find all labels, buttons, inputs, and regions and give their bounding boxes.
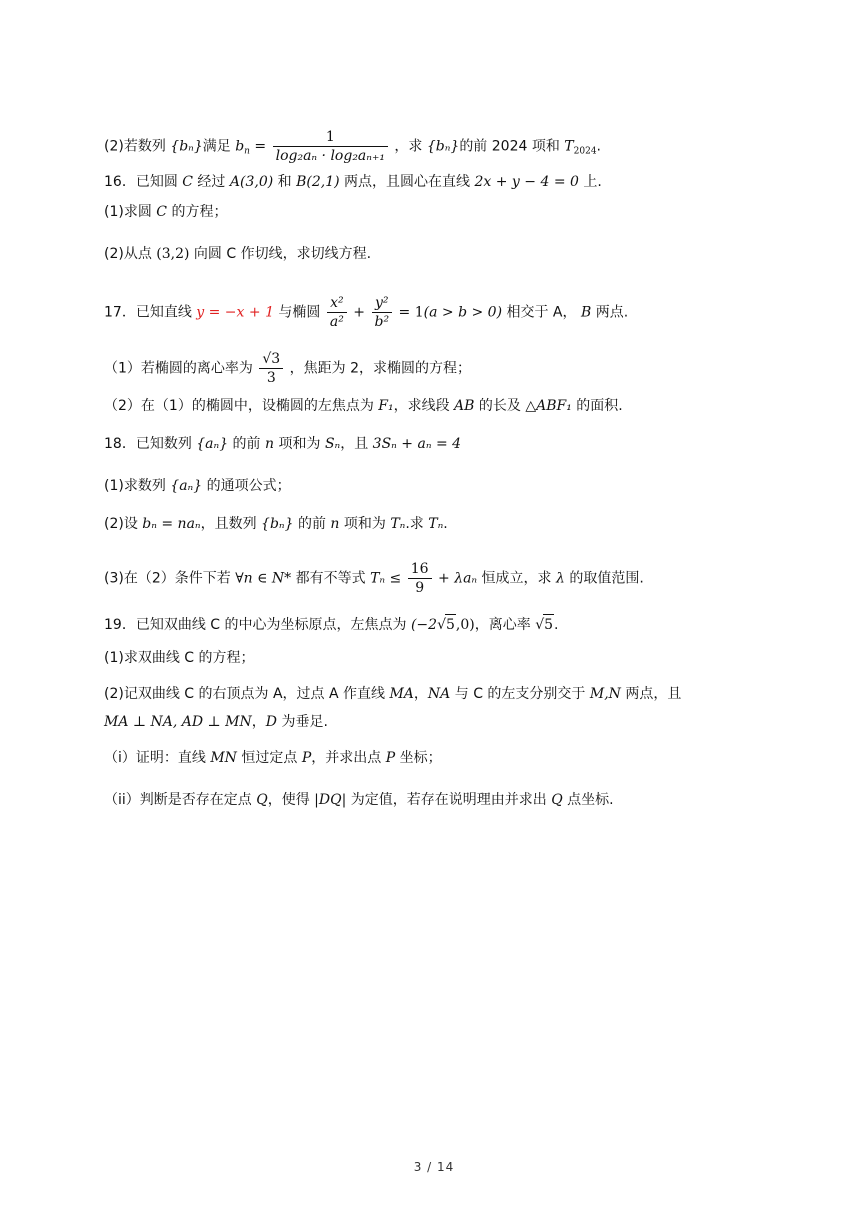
text: ，使得: [267, 792, 315, 808]
text: 恒过定点: [236, 750, 302, 766]
sqrt-symbol: √: [437, 617, 446, 633]
math-eccentricity: 5: [543, 614, 554, 635]
math-sub: n: [244, 146, 250, 157]
math-eq: = 1: [394, 304, 424, 321]
math-Sn: Sₙ: [324, 436, 341, 452]
text: 项和为: [274, 436, 325, 452]
text: .求: [405, 516, 429, 532]
math-B: B: [580, 304, 592, 321]
fraction-numerator: 1: [273, 128, 388, 147]
math-plus: +: [348, 304, 370, 321]
text: ，并求出点: [311, 750, 386, 766]
math-AB: AB: [454, 398, 475, 414]
text: 经过: [192, 174, 230, 190]
problem-16-q1: [104, 202, 227, 222]
math-sqrt-radicand: 5: [445, 614, 456, 635]
math-relation: 3Sₙ + aₙ = 4: [372, 436, 462, 452]
text: 坐标；: [395, 750, 442, 766]
math-P: P: [385, 750, 396, 766]
problem-19-q2: [104, 684, 681, 704]
fraction-numerator: √3: [259, 350, 283, 369]
sqrt-symbol: √: [535, 617, 545, 633]
text: 19．已知双曲线 C 的中心为坐标原点，左焦点为: [104, 617, 411, 633]
math-Q: Q: [551, 792, 563, 808]
problem-18-q2: [104, 514, 448, 534]
text: 两点，且圆心在直线: [339, 174, 475, 190]
math-triangle: △ABF₁: [525, 398, 572, 414]
math-Tn: Tₙ: [390, 516, 406, 532]
text: ，求: [394, 138, 427, 155]
problem-18-q1: [104, 476, 291, 496]
text: ，且: [340, 436, 373, 452]
text: 上.: [578, 174, 602, 190]
fraction-numerator: y²: [372, 294, 393, 313]
text: (3)在（2）条件下若: [104, 570, 236, 587]
problem-19-stem: [104, 614, 558, 635]
problem-19-q2-cont: [104, 712, 328, 732]
text: (2)从点: [104, 246, 157, 262]
text: 点坐标.: [562, 792, 614, 808]
problem-19-q1: [104, 648, 255, 668]
fraction-denominator: b²: [374, 314, 390, 330]
text: 相交于 A，: [506, 304, 581, 321]
text: 和: [273, 174, 297, 190]
text: 都有不等式: [291, 570, 371, 587]
problem-19-qi: [104, 748, 442, 768]
problem-18-stem: [104, 434, 461, 454]
math-D: D: [265, 714, 277, 730]
text: 项和为: [339, 516, 391, 532]
problem-17-q1: [104, 350, 471, 387]
math-condition: MA ⊥ NA, AD ⊥ MN: [104, 714, 252, 730]
math-bn-def: bₙ = naₙ: [142, 516, 201, 532]
fraction-denominator: 3: [266, 370, 276, 386]
text: .: [596, 138, 601, 155]
math-bn-set: {bₙ}: [426, 138, 460, 155]
math-an: {aₙ}: [196, 436, 229, 452]
text: 向圆 C 作切线，求切线方程.: [189, 246, 372, 262]
math-MN: MN: [210, 750, 237, 766]
math-n: n: [265, 436, 275, 452]
math-C: C: [182, 174, 193, 190]
text: ，: [251, 714, 266, 730]
fraction-denominator: a²: [329, 314, 344, 330]
text: (1)求圆: [104, 204, 157, 220]
text: （ii）判断是否存在定点: [104, 792, 257, 808]
math-Tn: Tₙ: [428, 516, 444, 532]
math-focus-left: (−2: [410, 617, 438, 633]
text: 的前 2024 项和: [459, 138, 565, 155]
text: 恒成立，求: [477, 570, 557, 587]
text: (1)求数列: [104, 478, 171, 494]
text: 满足: [202, 138, 236, 155]
fraction-16-9: [408, 560, 432, 597]
text: 两点，且: [620, 686, 682, 702]
text: (2)若数列: [104, 138, 171, 155]
math-ineq-lhs: Tₙ ≤: [370, 570, 406, 587]
math-MN: M,N: [589, 686, 621, 702]
problem-15-part-2: [104, 128, 601, 165]
math-lambda: λ: [556, 570, 565, 587]
text: ，: [413, 686, 428, 702]
math-bn: {bₙ}: [261, 516, 294, 532]
fraction-y2-b2: [372, 294, 393, 331]
math-forall: ∀n ∈ N*: [235, 570, 292, 587]
text: （i）证明：直线: [104, 750, 211, 766]
math-bn-set: {bₙ}: [170, 138, 203, 155]
math-n: n: [330, 516, 340, 532]
math-line: 2x + y − 4 = 0: [474, 174, 579, 190]
math-an: {aₙ}: [170, 478, 203, 494]
math-bn: b: [235, 138, 245, 155]
fraction-denominator: 9: [415, 580, 425, 596]
math-C: C: [156, 204, 167, 220]
text: 与椭圆: [273, 304, 325, 321]
math-point-B: B(2,1): [296, 174, 340, 190]
math-T: T: [564, 138, 574, 155]
text: 的取值范围.: [564, 570, 644, 587]
text: （2）在（1）的椭圆中，设椭圆的左焦点为: [104, 398, 379, 414]
text: 为垂足.: [277, 714, 328, 730]
problem-16-q2: [104, 244, 371, 264]
text: 的面积.: [571, 398, 623, 414]
fraction-x2-a2: [327, 294, 347, 331]
text: 的前: [293, 516, 331, 532]
text: 为定值，若存在说明理由并求出: [346, 792, 552, 808]
math-sub: 2024: [573, 146, 597, 157]
text: 18．已知数列: [104, 436, 197, 452]
math-eq: =: [249, 138, 271, 155]
text: 与 C 的左支分别交于: [450, 686, 590, 702]
text: ，且数列: [200, 516, 262, 532]
math-condition: (a > b > 0): [423, 304, 503, 321]
problem-18-q3: [104, 560, 644, 597]
text: 的前: [228, 436, 266, 452]
text: 17．已知直线: [104, 304, 197, 321]
math-line: y = −x + 1: [196, 304, 274, 321]
math-MA: MA: [389, 686, 414, 702]
math-focus-right: ,0): [455, 617, 475, 633]
fraction-bn: [273, 128, 388, 165]
problem-16-stem: [104, 172, 602, 192]
text: (2)设: [104, 516, 143, 532]
math-F1: F₁: [378, 398, 394, 414]
math-point-A: A(3,0): [229, 174, 274, 190]
fraction-denominator: log₂aₙ · log₂aₙ₊₁: [275, 148, 385, 164]
text: 的方程；: [167, 204, 228, 220]
fraction-numerator: 16: [408, 560, 432, 579]
text: (1)求双曲线 C 的方程；: [104, 650, 255, 666]
text: ，焦距为 2，求椭圆的方程；: [289, 360, 471, 377]
text: ，求线段: [393, 398, 455, 414]
math-NA: NA: [427, 686, 451, 702]
problem-17-stem: [104, 294, 628, 331]
fraction-eccentricity: [259, 350, 283, 387]
math-Q: Q: [256, 792, 268, 808]
problem-19-qii: [104, 790, 614, 810]
text: 的通项公式；: [202, 478, 291, 494]
math-DQ: |DQ|: [314, 792, 347, 808]
text: （1）若椭圆的离心率为: [104, 360, 258, 377]
fraction-numerator: x²: [327, 294, 347, 313]
text: 的长及: [474, 398, 526, 414]
problem-17-q2: [104, 396, 623, 416]
page-number: 3 / 14: [413, 1160, 455, 1174]
text: 两点.: [591, 304, 629, 321]
math-ineq-rhs: + λaₙ: [433, 570, 478, 587]
text: ，离心率: [474, 617, 536, 633]
math-P: P: [301, 750, 312, 766]
text: .: [443, 516, 448, 532]
text: .: [554, 617, 559, 633]
math-point: (3,2): [156, 246, 190, 262]
text: (2)记双曲线 C 的右顶点为 A，过点 A 作直线: [104, 686, 390, 702]
text: 16．已知圆: [104, 174, 183, 190]
